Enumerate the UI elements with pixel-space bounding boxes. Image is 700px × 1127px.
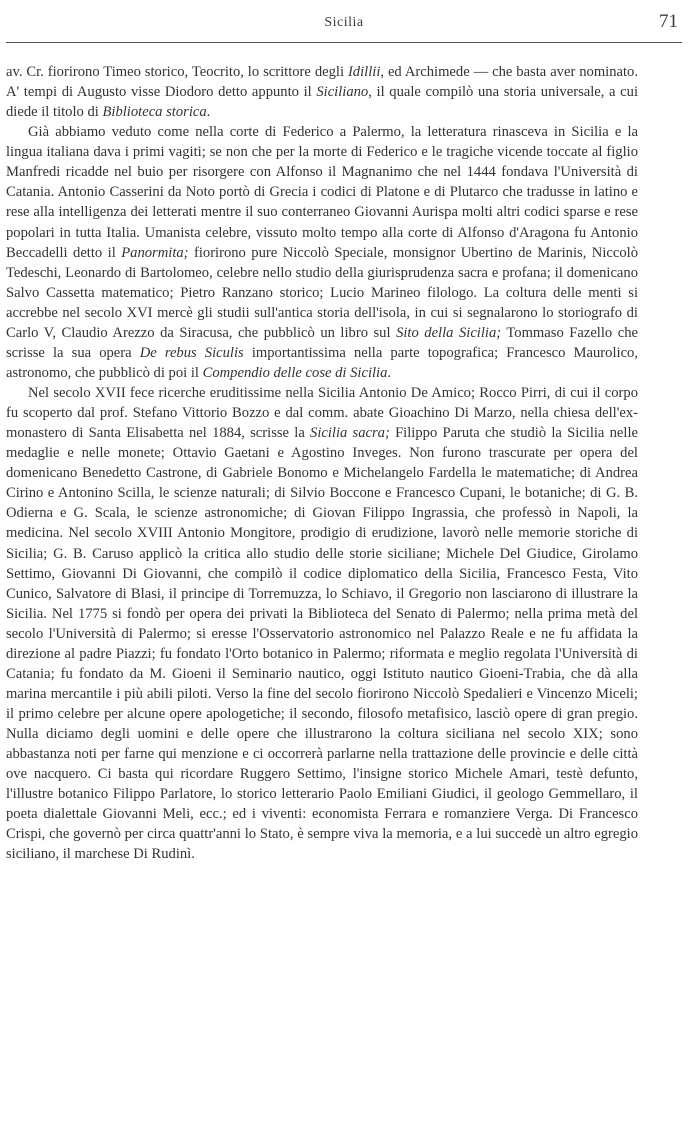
text-span: importantissima nella parte topografica; Francesco Maurolico, astronomo, che pubblicò di poi il	[6, 344, 638, 381]
text-span: Tommaso Fazello che scrisse la sua opera	[6, 324, 638, 361]
text-span: Nel secolo XVII fece ricerche eruditissime nella Sicilia Antonio De Amico; Rocco Pirri, di cui il corpo fu scoperto dal prof. Stefano Vittorio Bozzo e dal comm. abate Gioachino Di Marzo, nella chiesa dell'ex-monastero di Santa Elisabetta nel 1884, scrisse la	[6, 385, 638, 442]
paragraph-1	[6, 62, 638, 122]
italic-title-sito-della-sicilia: Sito della Sicilia;	[396, 324, 502, 341]
paragraph-3	[6, 383, 638, 865]
text-span: .	[206, 104, 211, 121]
text-span: Già abbiamo veduto come nella corte di Federico a Palermo, la letteratura rinasceva in Sicilia e la lingua italiana dava i primi vagiti; se non che per la morte di Federico e le tragiche vicende toccate al figlio Manfredi ricadde nel buio per risorgere con Alfonso il Magnanimo che nel 1444 fondava l'Università di Catania. Antonio Casserini da Noto portò di Grecia i codici di Platone e di Plutarco che tradusse in latino e rese alla intelligenza dei letterati mentre il suo conterraneo Giovanni Aurispa molti altri codici sparse e rese popolari in tutta Italia. Umanista celebre, vissuto molto tempo alla corte di Alfonso d'Aragona fu Antonio Beccadelli detto il	[6, 124, 638, 261]
italic-title-sicilia-sacra: Sicilia sacra;	[310, 425, 390, 442]
paragraph-2	[6, 122, 638, 383]
italic-title-biblioteca-storica: Biblioteca storica	[102, 104, 207, 121]
text-span: , il quale compilò una storia universale, a cui diede il titolo di	[6, 84, 638, 121]
italic-title-compendio: Compendio delle cose di Sicilia	[202, 364, 388, 381]
italic-title-idillii: Idillii	[347, 64, 381, 80]
page-number: 71	[659, 11, 678, 32]
italic-title-de-rebus-siculis: De rebus Siculis	[139, 344, 244, 361]
italic-title-panormita: Panormita;	[121, 244, 189, 261]
italic-title-siciliano: Siciliano	[316, 84, 369, 101]
running-header	[6, 6, 682, 43]
text-span: av. Cr. fiorirono Timeo storico, Teocrito, lo scrittore degli	[6, 64, 348, 80]
running-title: Sicilia	[324, 15, 364, 30]
text-span: fiorirono pure Niccolò Speciale, monsignor Ubertino de Marinis, Niccolò Tedeschi, Leonardo di Bartolomeo, celebre nello studio della giurisprudenza sacra e profana; il domenicano Salvo Cassetta matematico; Pietro Ranzano storico; Lucio Marineo filologo. La coltura delle menti si accrebbe nel secolo XVI mercè gli studii sull'antica storia dell'isola, in cui si segnalarono lo storiografo di Carlo V, Claudio Arezzo da Siracusa, che pubblicò un libro sul	[6, 244, 638, 341]
text-span: Filippo Paruta che studiò la Sicilia nelle medaglie e nelle monete; Ottavio Gaetani e Agostino Inveges. Non furono trascurate per opera del domenicano Benedetto Castrone, di Gabriele Bonomo e Michelangelo Fardella le matematiche; di Andrea Cirino e Antonino Scilla, le scienze naturali; di Silvio Boccone e Francesco Cupani, le botaniche; di G. B. Odierna e G. Scala, le scienze astronomiche; di Giovan Filippo Ingrassia, che professò in Napoli, la medicina. Nel secolo XVIII Antonio Mongitore, prodigio di erudizione, lavorò nelle memorie storiche di Sicilia; G. B. Caruso applicò la critica allo studio delle storie siciliane; Michele Del Giudice, Girolamo Settimo, Giovanni Di Giovanni, che compilò il codice diplomatico della Sicilia, Francesco Festa, Vito Cunico, Salvatore di Blasi, il principe di Torremuzza, lo Schiavo, il Gregorio non lasciarono di illustrare la Sicilia. Nel 1775 si fondò per opera dei privati la Biblioteca del Senato di Palermo; nella prima metà del secolo l'Università di Palermo; si eresse l'Osservatorio astronomico nel Palazzo Reale e ne fu affidata la direzione al padre Piazzi; fu fondato l'Orto botanico in Palermo; riformata e meglio regolata l'Università di Catania; fu fondato da M. Gioeni il Seminario nautico, oggi Istituto nautico Gioeni-Trabia, che dà alla marina mercantile i più abili piloti. Verso la fine del secolo fiorirono Niccolò Spedalieri e Vincenzo Miceli; il primo celebre per alcune opere apologetiche; il secondo, filosofo metafisico, lasciò opere di gran pregio. Nulla diciamo degli uomini e delle opere che illustrarono la coltura siciliana nel secolo XIX; sono abbastanza noti per farne qui menzione e ci occorrerà parlarne nella trattazione delle provincie e delle città ove nacquero. Ci basta qui ricordare Ruggero Settimo, l'insigne storico Michele Amari, testè defunto, l'illustre botanico Filippo Parlatore, lo storico letterario Paolo Emiliani Giudici, il geologo Gemmellaro, il poeta dialettale Giovanni Meli, ecc.; ed i viventi: economista Ferrara e romanziere Verga. Di Francesco Crispi, che governò per circa quattr'anni lo Stato, è sempre viva la memoria, e a lui succedè un altro egregio siciliano, il marchese Di Rudinì.	[6, 425, 638, 863]
text-span: , ed Archimede — che basta aver nominato. A' tempi di Augusto visse Diodoro detto appunto il	[6, 64, 638, 101]
body-text	[6, 62, 638, 865]
text-span: .	[387, 364, 392, 381]
